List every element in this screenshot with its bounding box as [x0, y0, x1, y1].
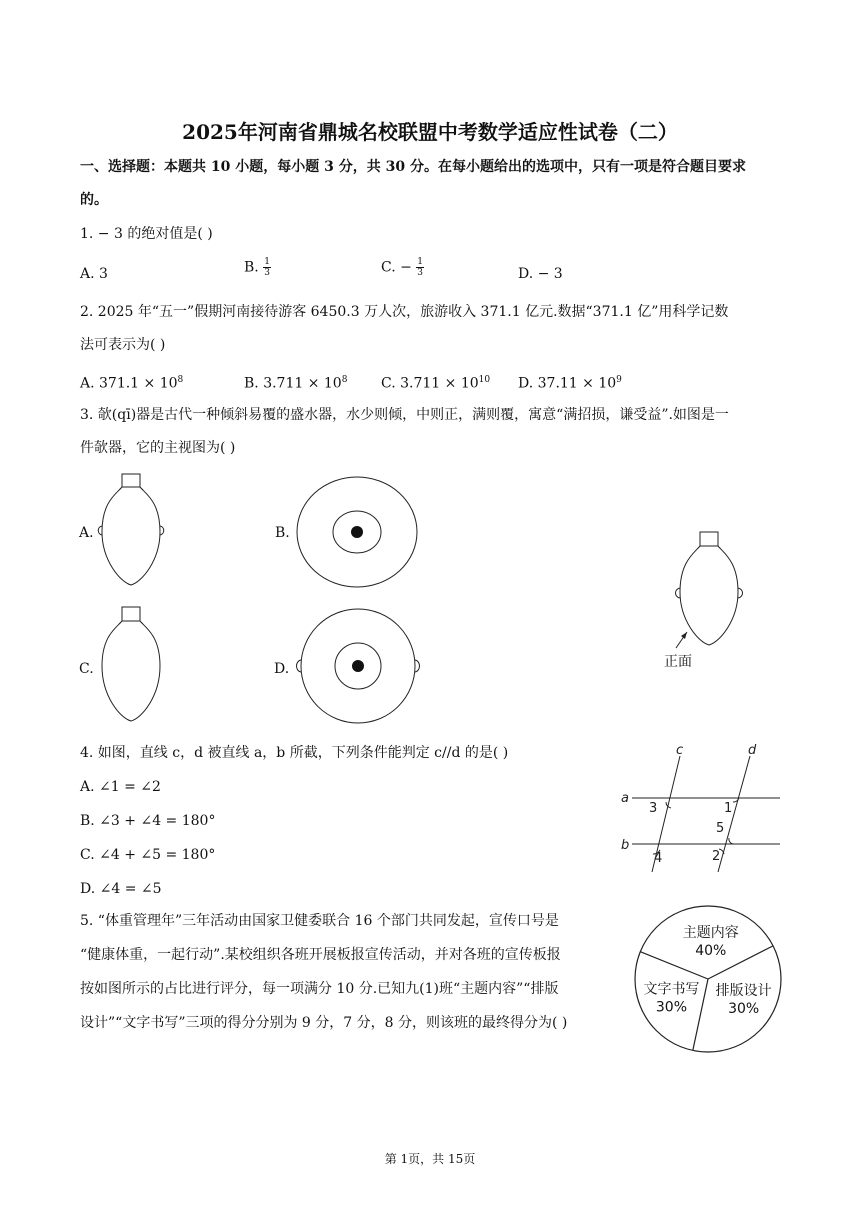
q1-option-c-fraction	[416, 257, 424, 278]
right-ear	[415, 660, 420, 672]
q4-lines-figure	[612, 740, 784, 874]
q2-c-exponent: 10	[478, 375, 491, 385]
q5-stem-line4: 设计”“文字书写”三项的得分分别为 9 分，7 分，8 分，则该班的最终得分为( )	[80, 1015, 568, 1031]
q5-stem-line2: “健康体重，一起行动”.某校组织各班开展板报宣传活动，并对各班的宣传板报	[80, 947, 561, 963]
pie-category-label-3: 文字书写	[643, 981, 700, 998]
vessel-body	[102, 621, 160, 721]
section-heading-line1: 一、选择题：本题共 10 小题，每小题 3 分，共 30 分。在每小题给出的选项中，只有一项是符合题目要求	[80, 159, 746, 175]
q3-option-d-label: D.	[274, 661, 290, 677]
label-angle-1: 1	[724, 801, 733, 816]
q5-pie-chart	[632, 896, 784, 1062]
q3-stem-line2: 件欹器，它的主视图为( )	[80, 440, 236, 456]
label-c: c	[676, 743, 684, 758]
q2-d-base: D. 37.11 × 10	[518, 375, 617, 392]
q4-option-c: C. ∠4 + ∠5 = 180°	[80, 847, 216, 863]
q4-option-d: D. ∠4 = ∠5	[80, 881, 162, 897]
angle-5-arc	[729, 838, 734, 844]
line-d	[718, 756, 750, 872]
q1-option-b-fraction	[263, 257, 271, 278]
label-angle-2: 2	[712, 849, 721, 864]
page-title: 2025年河南省鼎城名校联盟中考数学适应性试卷（二）	[182, 120, 678, 144]
q5-stem-line1: 5. “体重管理年”三年活动由国家卫健委联合 16 个部门共同发起，宣传口号是	[80, 913, 559, 929]
q5-stem-line3: 按如图所示的占比进行评分，每一项满分 10 分.已知九(1)班“主题内容”“排版	[80, 981, 559, 997]
vessel-neck	[122, 607, 140, 621]
q3-option-b-label: B.	[275, 525, 290, 541]
vessel-right-ear	[160, 526, 164, 535]
pie-category-label-1: 主题内容	[682, 925, 739, 942]
label-angle-3: 3	[649, 801, 658, 816]
section-heading-line2: 的。	[80, 192, 108, 208]
q1-b-numerator: 1	[264, 257, 270, 267]
q1-c-denominator: 3	[417, 268, 424, 278]
pie-category-label-2: 排版设计	[715, 983, 772, 1000]
vessel-body	[680, 546, 738, 645]
q1-option-b	[244, 257, 271, 278]
q2-option-d	[518, 370, 622, 394]
q3-option-c-vessel-figure	[96, 604, 168, 726]
q2-b-base: B. 3.711 × 10	[244, 375, 342, 392]
q3-option-d-top-view-figure	[290, 606, 426, 728]
pie-percent-label-2: 30%	[728, 1001, 760, 1018]
pie-percent-label-3: 30%	[655, 999, 688, 1016]
front-view-label: 正面	[664, 654, 692, 670]
q1-option-c-prefix: C. −	[381, 259, 412, 276]
vessel-left-ear	[676, 588, 681, 598]
label-a: a	[621, 791, 629, 806]
q1-stem: 1. − 3 的绝对值是( )	[80, 226, 213, 242]
center-dot	[351, 526, 363, 538]
q2-c-base: C. 3.711 × 10	[381, 375, 479, 392]
q2-a-exponent: 8	[177, 375, 184, 385]
q3-option-b-top-view-figure	[296, 474, 420, 590]
q2-stem-line2: 法可表示为( )	[80, 337, 166, 353]
q4-stem: 4. 如图，直线 c，d 被直线 a，b 所截，下列条件能判定 c//d 的是( )	[80, 745, 509, 761]
q2-a-base: A. 371.1 × 10	[80, 375, 178, 392]
q3-stem-line1: 3. 欹(qī)器是古代一种倾斜易覆的盛水器，水少则倾，中则正，满则覆，寓意“满招损，谦受益”.如图是一	[80, 407, 729, 423]
label-b: b	[621, 838, 630, 853]
q3-option-a-label: A.	[79, 525, 94, 541]
q1-option-a: A. 3	[80, 266, 108, 282]
q1-option-b-prefix: B.	[244, 259, 259, 276]
vessel-body	[102, 487, 160, 585]
q2-option-c	[381, 370, 490, 394]
q4-option-a: A. ∠1 = ∠2	[80, 779, 161, 795]
pie-percent-label-1: 40%	[695, 943, 727, 960]
q3-option-a-vessel-figure	[96, 472, 168, 590]
q2-b-exponent: 8	[341, 375, 348, 385]
label-d: d	[748, 743, 757, 758]
vessel-neck	[122, 474, 140, 487]
q3-option-c-label: C.	[79, 661, 94, 677]
vessel-right-ear	[738, 588, 743, 598]
center-dot	[352, 660, 364, 672]
vessel-neck	[700, 532, 718, 546]
q1-option-c	[381, 257, 424, 278]
q4-option-b: B. ∠3 + ∠4 = 180°	[80, 813, 216, 829]
label-angle-4: 4	[654, 851, 663, 866]
q1-b-denominator: 3	[264, 268, 270, 278]
q2-option-a	[80, 370, 183, 394]
q2-stem-line1: 2. 2025 年“五一”假期河南接待游客 6450.3 万人次，旅游收入 371.1 亿元.数据“371.1 亿”用科学记数	[80, 304, 729, 320]
q1-c-numerator: 1	[417, 257, 424, 267]
q2-d-exponent: 9	[616, 375, 622, 385]
front-arrow-head	[681, 632, 687, 639]
label-angle-5: 5	[716, 821, 725, 836]
vessel-left-ear	[98, 526, 102, 535]
q1-option-d: D. − 3	[518, 266, 563, 282]
q2-option-b	[244, 370, 347, 394]
page-footer: 第 1页，共 15页	[384, 1152, 476, 1166]
left-ear	[297, 660, 302, 672]
